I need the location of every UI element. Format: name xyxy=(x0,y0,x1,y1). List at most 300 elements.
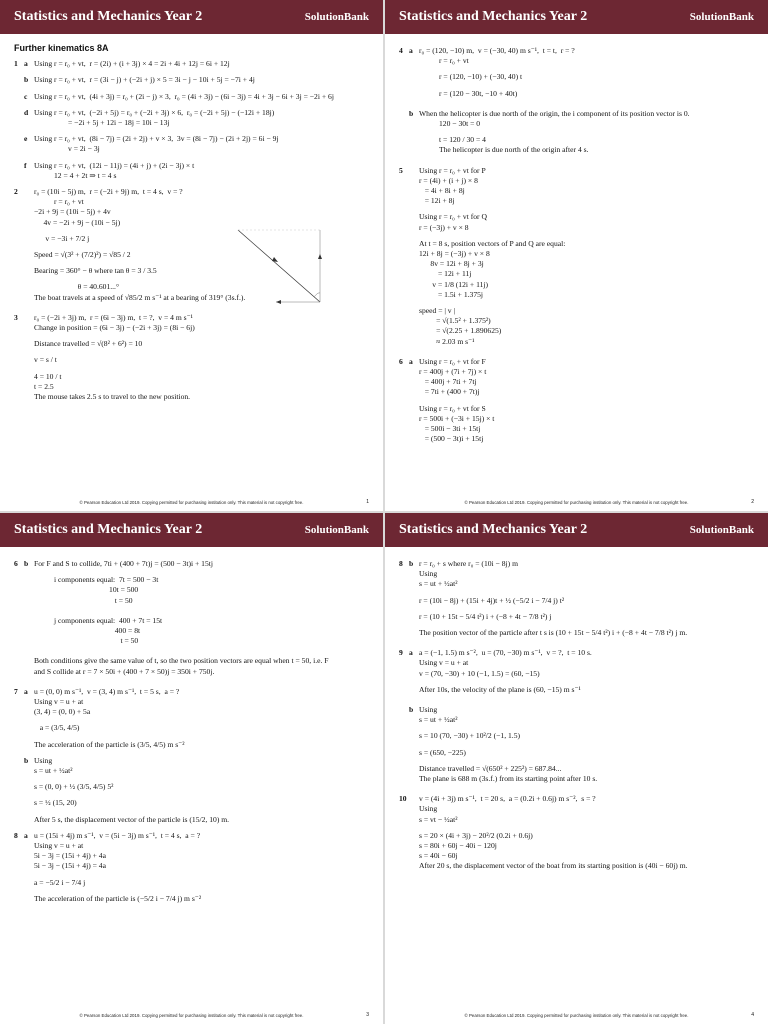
solution-text: 12 = 4 + 2t ⇒ t = 4 s xyxy=(54,170,117,180)
solution-text: s = ut + ½at² xyxy=(34,766,73,776)
question-number xyxy=(399,764,409,774)
question-part xyxy=(409,259,419,269)
question-number xyxy=(399,404,409,414)
question-number xyxy=(399,72,409,82)
solution-text: At t = 8 s, position vectors of P and Q are equal: xyxy=(419,238,566,248)
question-part xyxy=(24,626,34,636)
question-number xyxy=(14,293,24,303)
question-part: a xyxy=(24,59,28,69)
solution-line xyxy=(14,831,369,841)
question-part xyxy=(24,656,34,666)
header-title: Statistics and Mechanics Year 2 xyxy=(399,9,588,24)
solution-line xyxy=(399,638,754,648)
diagram-path-line xyxy=(238,230,320,302)
solution-line xyxy=(399,377,754,387)
solution-line xyxy=(399,46,754,56)
question-number xyxy=(14,575,24,585)
solution-line xyxy=(399,196,754,206)
solution-text: = 500i − 3ti + 15tj xyxy=(419,424,481,434)
question-part xyxy=(24,339,34,349)
solution-line xyxy=(399,559,754,569)
solution-line xyxy=(14,585,369,595)
solution-line xyxy=(14,197,369,207)
solution-page-3 xyxy=(0,513,383,1024)
question-number xyxy=(14,878,24,888)
solution-line xyxy=(14,161,369,171)
question-part xyxy=(24,861,34,871)
question-part xyxy=(24,878,34,888)
question-part xyxy=(409,434,419,444)
solution-line xyxy=(14,894,369,904)
solution-text: s = 10 (70, −30) + 10²/2 (−1, 1.5) xyxy=(419,731,521,741)
solution-text: 120 − 30t = 0 xyxy=(439,119,481,129)
question-number xyxy=(399,176,409,186)
question-part xyxy=(409,748,419,758)
diagram-direction-arrow-icon xyxy=(272,257,278,262)
question-part xyxy=(24,707,34,717)
solution-line xyxy=(399,784,754,794)
solution-line xyxy=(399,290,754,300)
solution-text: r = (−3j) + v × 8 xyxy=(419,222,469,232)
question-number xyxy=(399,861,409,871)
question-number xyxy=(14,596,24,606)
solution-page-1 xyxy=(0,0,383,511)
solution-line xyxy=(399,259,754,269)
question-part xyxy=(24,596,34,606)
solution-text: The helicopter is due north of the origin after 4 s. xyxy=(439,145,589,155)
question-part xyxy=(24,234,34,244)
question-number: 6 xyxy=(14,559,18,568)
question-part xyxy=(409,56,419,66)
question-number xyxy=(14,707,24,717)
question-part xyxy=(409,145,419,155)
question-part xyxy=(24,323,34,333)
question-part: b xyxy=(409,108,414,118)
solution-line xyxy=(399,347,754,357)
solution-text: Using r = r₀ + vt for S xyxy=(419,403,486,413)
solution-text: The acceleration of the particle is (−5/2 i − 7/4 j) m s⁻² xyxy=(34,893,202,903)
question-part xyxy=(24,207,34,217)
page-header xyxy=(385,0,768,34)
solution-line xyxy=(399,239,754,249)
solution-text: = 4i + 8i + 8j xyxy=(419,186,465,196)
question-number xyxy=(14,323,24,333)
solution-line xyxy=(399,579,754,589)
solution-line xyxy=(399,841,754,851)
question-number xyxy=(399,269,409,279)
question-number xyxy=(399,259,409,269)
question-number xyxy=(14,161,24,171)
solution-line xyxy=(399,715,754,725)
question-number: 8 xyxy=(14,830,18,840)
solution-line xyxy=(14,187,369,197)
question-number xyxy=(14,355,24,365)
question-number xyxy=(14,339,24,349)
solution-text: 400 = 8t xyxy=(54,626,141,636)
solution-text: Using r = r₀ + vt, (4i + 3j) = r₀ + (2i − j) × 3, r₀ = (4i + 3j) − (6i − 3j) = 4i + 3j − 6i + 3j = −2i + 6j xyxy=(34,91,334,101)
question-number: 5 xyxy=(399,165,403,175)
solution-text: a = −5/2 i − 7/4 j xyxy=(34,877,86,887)
question-part xyxy=(409,851,419,861)
question-part xyxy=(24,282,34,292)
solution-text: s = ½ (15, 20) xyxy=(34,798,77,808)
header-brand: SolutionBank xyxy=(304,11,369,23)
page-footer: © Pearson Education Ltd 2019. Copying permitted for purchasing institution only. This material is not copyright free. xyxy=(464,1013,689,1018)
solution-line xyxy=(14,756,369,766)
boat-bearing-diagram xyxy=(236,226,332,308)
solution-text: Using r = r₀ + vt for P xyxy=(419,165,486,175)
question-number xyxy=(14,756,24,766)
header-title: Statistics and Mechanics Year 2 xyxy=(14,522,203,537)
solution-text: u = (15i + 4j) m s⁻¹, v = (5i − 3j) m s⁻¹, t = 4 s, a = ? xyxy=(34,830,201,840)
question-number xyxy=(399,119,409,129)
question-number xyxy=(399,669,409,679)
question-number xyxy=(399,239,409,249)
question-part xyxy=(409,764,419,774)
question-part xyxy=(24,372,34,382)
page-number: 3 xyxy=(366,1012,369,1018)
question-part xyxy=(24,636,34,646)
question-number xyxy=(14,392,24,402)
question-number xyxy=(399,89,409,99)
solution-line xyxy=(399,357,754,367)
page-header xyxy=(385,513,768,547)
solution-line xyxy=(14,782,369,792)
solution-text: t = 2.5 xyxy=(34,381,54,391)
page-header xyxy=(0,0,383,34)
solution-line xyxy=(399,596,754,606)
question-number: 6 xyxy=(399,356,403,366)
solution-line xyxy=(399,669,754,679)
solution-text: The plane is 688 m (3s.f.) from its starting point after 10 s. xyxy=(419,774,598,784)
solution-text: s = 80i + 60j − 40i − 120j xyxy=(419,841,497,851)
question-part xyxy=(24,697,34,707)
solution-text: = 400j + 7ti + 7tj xyxy=(419,377,477,387)
solution-line xyxy=(399,387,754,397)
question-part xyxy=(409,306,419,316)
question-number xyxy=(399,685,409,695)
solution-text: i components equal: 7t = 500 − 3t xyxy=(54,575,159,585)
question-part: e xyxy=(24,134,28,144)
question-number xyxy=(399,815,409,825)
question-part xyxy=(409,186,419,196)
question-number xyxy=(14,75,24,85)
question-part xyxy=(409,404,419,414)
question-number xyxy=(399,326,409,336)
question-number xyxy=(399,579,409,589)
solution-line xyxy=(14,626,369,636)
solution-text: r = 400j + (7i + 7j) × t xyxy=(419,367,487,377)
question-part: a xyxy=(409,356,413,366)
question-part xyxy=(409,249,419,259)
solution-text: s = vt − ½at² xyxy=(419,814,458,824)
solution-line xyxy=(399,166,754,176)
solution-line xyxy=(14,656,369,666)
solution-text: Using r = r₀ + vt, (8i − 7j) = (2i + 2j) + v × 3, 3v = (8i − 7j) − (2i + 2j) = 6i − 9j xyxy=(34,134,279,144)
solution-text: Using v = u + at xyxy=(34,841,84,851)
solution-text: Using r = r₀ + vt for Q xyxy=(419,212,487,222)
solution-line xyxy=(14,75,369,85)
solution-text: When the helicopter is due north of the origin, the i component of its position vector is 0. xyxy=(419,108,690,118)
section-title: Further kinematics 8A xyxy=(14,43,109,53)
question-part xyxy=(409,612,419,622)
question-number xyxy=(399,569,409,579)
question-part xyxy=(24,144,34,154)
question-part xyxy=(409,596,419,606)
question-number xyxy=(399,377,409,387)
solution-text: r = r₀ + vt xyxy=(54,197,84,207)
question-part xyxy=(24,782,34,792)
question-part: f xyxy=(24,160,27,170)
header-title: Statistics and Mechanics Year 2 xyxy=(399,522,588,537)
question-part xyxy=(24,187,34,197)
solution-line xyxy=(14,851,369,861)
solution-line xyxy=(399,280,754,290)
solution-line xyxy=(399,212,754,222)
question-part xyxy=(24,382,34,392)
question-number xyxy=(399,306,409,316)
question-part xyxy=(409,337,419,347)
solution-text: The mouse takes 2.5 s to travel to the new position. xyxy=(34,392,191,402)
question-number xyxy=(14,626,24,636)
solution-text: 4v = −2i + 9j − (10i − 5j) xyxy=(34,217,121,227)
question-part: a xyxy=(409,648,413,658)
solution-line xyxy=(14,616,369,626)
solution-text: a = (3/5, 4/5) xyxy=(34,723,80,733)
question-number xyxy=(14,815,24,825)
question-number xyxy=(14,723,24,733)
question-number: 3 xyxy=(14,312,18,322)
solution-text: = √(1.5² + 1.375²) xyxy=(419,316,491,326)
solution-line xyxy=(399,186,754,196)
solution-text: s = (0, 0) + ½ (3/5, 4/5) 5² xyxy=(34,782,114,792)
solution-line xyxy=(399,861,754,871)
solution-text: r₀ = (−2i + 3j) m, r = (6i − 3j) m, t = ?, v = 4 m s⁻¹ xyxy=(34,312,193,322)
solution-line xyxy=(399,695,754,705)
page-body xyxy=(385,34,768,445)
question-part xyxy=(24,118,34,128)
solution-text: Change in position = (6i − 3j) − (−2i + 3j) = (8i − 6j) xyxy=(34,323,195,333)
solution-text: r = (120 − 30t, −10 + 40t) xyxy=(439,88,518,98)
question-number: 2 xyxy=(14,187,18,197)
solution-text: 4 = 10 / t xyxy=(34,371,62,381)
question-number xyxy=(399,715,409,725)
question-part xyxy=(409,861,419,871)
question-part xyxy=(409,316,419,326)
question-part xyxy=(24,293,34,303)
solution-text: v = −3i + 7/2 j xyxy=(34,233,90,243)
page-footer: © Pearson Education Ltd 2019. Copying permitted for purchasing institution only. This material is not copyright free. xyxy=(464,500,689,505)
solution-text: Both conditions give the same value of t, so the two position vectors are equal when t = 50, i.e. F xyxy=(34,656,329,666)
question-part: a xyxy=(24,686,28,696)
question-part xyxy=(409,715,419,725)
solution-line xyxy=(14,134,369,144)
question-part xyxy=(24,171,34,181)
question-part xyxy=(409,119,419,129)
solution-text: 12i + 8j = (−3j) + v × 8 xyxy=(419,249,490,259)
question-part xyxy=(409,326,419,336)
solution-text: t = 50 xyxy=(54,636,139,646)
question-number xyxy=(14,585,24,595)
question-part xyxy=(409,414,419,424)
solution-text: The position vector of the particle after t s is (10 + 15t − 5/4 t²) i + (−8 + 4t − 7/8 t²) j m. xyxy=(419,628,688,638)
solution-line xyxy=(14,355,369,365)
question-number xyxy=(399,145,409,155)
page-body xyxy=(385,547,768,872)
question-number xyxy=(14,382,24,392)
question-number xyxy=(399,774,409,784)
solution-line xyxy=(14,559,369,569)
question-number xyxy=(399,186,409,196)
question-number xyxy=(14,766,24,776)
solution-text: = 7ti + (400 + 7t)j xyxy=(419,387,480,397)
question-part xyxy=(24,815,34,825)
question-part: a xyxy=(409,46,413,55)
page-number: 4 xyxy=(751,1012,754,1018)
question-number xyxy=(399,387,409,397)
question-number xyxy=(14,171,24,181)
question-part xyxy=(24,851,34,861)
page-header xyxy=(0,513,383,547)
solution-text: r₀ = (120, −10) m, v = (−30, 40) m s⁻¹, t = t, r = ? xyxy=(419,46,575,55)
question-number xyxy=(14,851,24,861)
solution-line xyxy=(14,646,369,656)
solution-line xyxy=(399,56,754,66)
question-number: 1 xyxy=(14,59,18,69)
solution-line xyxy=(399,269,754,279)
question-part xyxy=(24,250,34,260)
question-part xyxy=(24,798,34,808)
question-part xyxy=(409,685,419,695)
question-part xyxy=(24,766,34,776)
solution-line xyxy=(399,705,754,715)
question-part xyxy=(409,815,419,825)
solution-line xyxy=(14,59,369,69)
solution-line xyxy=(399,569,754,579)
solution-line xyxy=(399,815,754,825)
solution-text: = 1.5i + 1.375j xyxy=(419,289,484,299)
question-part xyxy=(409,290,419,300)
question-part: b xyxy=(409,705,414,715)
solution-line xyxy=(14,382,369,392)
question-part xyxy=(409,223,419,233)
solution-line xyxy=(14,323,369,333)
solution-text: −2i + 9j = (10i − 5j) + 4v xyxy=(34,207,111,217)
question-number xyxy=(14,798,24,808)
question-part xyxy=(409,669,419,679)
solution-text: 8v = 12i + 8j + 3j xyxy=(419,259,484,269)
solution-text: = √(2.25 + 1.890625) xyxy=(419,326,502,336)
solution-line xyxy=(14,861,369,871)
solution-line xyxy=(399,109,754,119)
question-number: 10 xyxy=(399,794,407,804)
solution-line xyxy=(399,804,754,814)
question-number xyxy=(399,434,409,444)
question-number xyxy=(399,748,409,758)
diagram-angle-arc xyxy=(314,293,320,297)
solution-text: s = ut + ½at² xyxy=(419,579,458,589)
question-part xyxy=(24,841,34,851)
question-part xyxy=(24,313,34,323)
question-number xyxy=(14,616,24,626)
solution-text: The boat travels at a speed of √85/2 m s⁻¹ at a bearing of 319° (3s.f.). xyxy=(34,292,246,302)
question-number xyxy=(14,861,24,871)
solution-line xyxy=(14,392,369,402)
question-number xyxy=(14,740,24,750)
solution-text: Distance travelled = √(8² + 6²) = 10 xyxy=(34,339,143,349)
solution-text: (3, 4) = (0, 0) + 5a xyxy=(34,707,91,717)
question-number xyxy=(399,249,409,259)
question-number xyxy=(399,337,409,347)
solution-line xyxy=(14,723,369,733)
solution-line xyxy=(14,144,369,154)
solution-text: Using r = r₀ + vt for F xyxy=(419,356,486,366)
solution-line xyxy=(399,99,754,109)
question-part xyxy=(409,579,419,589)
solution-text: After 5 s, the displacement vector of the particle is (15/2, 10) m. xyxy=(34,814,230,824)
solution-line xyxy=(399,367,754,377)
solution-line xyxy=(399,851,754,861)
solution-text: Using v = u + at xyxy=(419,658,469,668)
question-number: 8 xyxy=(399,559,403,568)
question-number xyxy=(399,424,409,434)
question-part: b xyxy=(24,559,29,568)
solution-line xyxy=(14,108,369,118)
solution-text: After 20 s, the displacement vector of the boat from its starting position is (40i − 60j) m. xyxy=(419,861,688,871)
solution-text: 5i − 3j − (15i + 4j) = 4a xyxy=(34,861,106,871)
solution-text: u = (0, 0) m s⁻¹, v = (3, 4) m s⁻¹, t = 5 s, a = ? xyxy=(34,686,180,696)
solution-text: v = 2i − 3j xyxy=(68,144,100,154)
question-number xyxy=(399,135,409,145)
solution-text: θ = 40.601...° xyxy=(34,282,119,292)
question-number xyxy=(14,636,24,646)
solution-text: Using r = r₀ + vt, r = (2i) + (i + 3j) × 4 = 2i + 4i + 12j = 6i + 12j xyxy=(34,59,230,69)
solution-line xyxy=(399,774,754,784)
question-part xyxy=(409,377,419,387)
solution-line xyxy=(399,249,754,259)
solution-line xyxy=(399,135,754,145)
question-number xyxy=(14,697,24,707)
solution-line xyxy=(14,878,369,888)
question-number xyxy=(399,212,409,222)
solution-line xyxy=(399,831,754,841)
question-part xyxy=(24,616,34,626)
solution-line xyxy=(14,596,369,606)
header-title: Statistics and Mechanics Year 2 xyxy=(14,9,203,24)
question-number xyxy=(399,841,409,851)
question-number xyxy=(399,612,409,622)
solution-text: Using xyxy=(419,569,438,579)
question-number xyxy=(399,731,409,741)
solution-text: ≈ 2.03 m s⁻¹ xyxy=(419,336,475,346)
question-number xyxy=(14,656,24,666)
solution-line xyxy=(399,424,754,434)
solution-text: Using r = r₀ + vt, (12i − 11j) = (4i + j) + (2i − 3j) × t xyxy=(34,160,195,170)
solution-line xyxy=(399,72,754,82)
solution-line xyxy=(14,339,369,349)
header-brand: SolutionBank xyxy=(689,11,754,23)
solution-line xyxy=(399,628,754,638)
question-number xyxy=(399,196,409,206)
question-part xyxy=(409,89,419,99)
question-part xyxy=(409,658,419,668)
question-part xyxy=(24,575,34,585)
question-number xyxy=(399,367,409,377)
solution-line xyxy=(399,685,754,695)
solution-text: 10t = 500 xyxy=(54,585,139,595)
solution-line xyxy=(14,171,369,181)
question-part xyxy=(409,387,419,397)
